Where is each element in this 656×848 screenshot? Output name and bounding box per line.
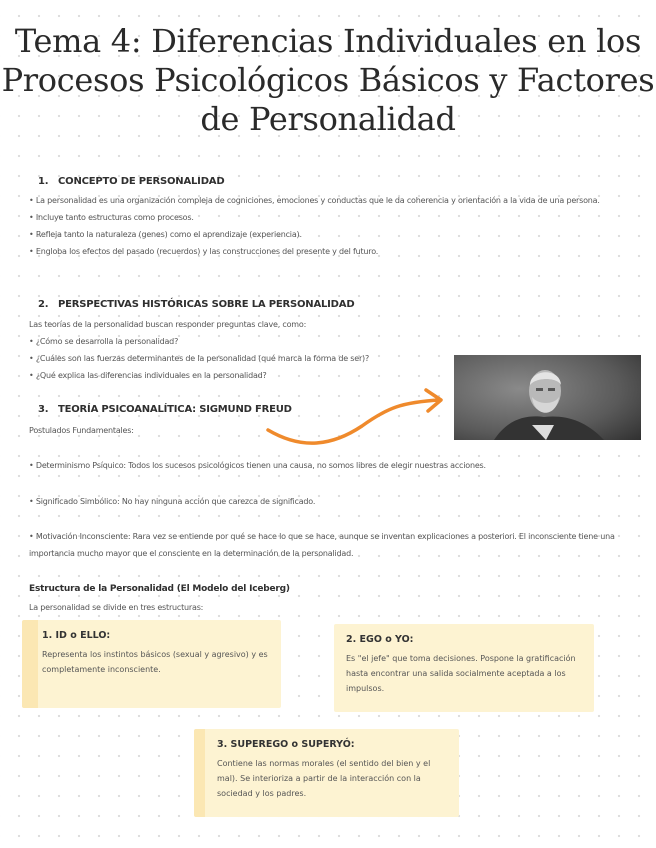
section-2-line: • ¿Cómo se desarrolla la personalidad? — [29, 337, 179, 346]
id-card — [22, 620, 281, 708]
id-card-body: Representa los instintos básicos (sexual y agresivo) y es completamente inconsciente. — [42, 650, 268, 674]
section-1-line: • La personalidad es una organización compleja de cogniciones, emociones y conductas que le da coherencia y orientación a la vida de una persona. — [29, 196, 600, 205]
section-1-line: • Refleja tanto la naturaleza (genes) como el aprendizaje (experiencia). — [29, 230, 302, 239]
superego-card — [194, 729, 459, 817]
section-3-title: TEORÍA PSICOANALÍTICA: SIGMUND FREUD — [58, 404, 292, 415]
ego-card-title: 2. EGO o YO: — [346, 634, 414, 645]
determinismo-bullet: • Determinismo Psíquico: Todos los sucesos psicológicos tienen una causa, no somos libres de elegir nuestras acciones. — [29, 461, 486, 470]
section-1-title: CONCEPTO DE PERSONALIDAD — [58, 176, 225, 187]
section-1-body — [29, 192, 619, 260]
section-1-line: • Incluye tanto estructuras como procesos. — [29, 213, 194, 222]
ego-card — [334, 624, 594, 712]
section-2-number: 2. — [38, 299, 49, 310]
structure-subtitle: La personalidad se divide en tres estructuras: — [29, 603, 204, 612]
section-1-line: • Engloba los efectos del pasado (recuerdos) y las construcciones del presente y del futuro. — [29, 247, 379, 256]
curved-arrow-icon — [262, 380, 452, 450]
section-2-line: • ¿Cuáles son las fuerzas determinantes de la personalidad (qué marca la forma de ser)? — [29, 354, 370, 363]
structure-heading: Estructura de la Personalidad (El Modelo del Iceberg) — [29, 584, 290, 594]
postulados-label: Postulados Fundamentales: — [29, 426, 134, 435]
significado-bullet: • Significado Simbólico: No hay ninguna acción que carezca de significado. — [29, 497, 316, 506]
section-2-title: PERSPECTIVAS HISTÓRICAS SOBRE LA PERSONALIDAD — [58, 299, 355, 310]
section-1-heading — [38, 176, 224, 187]
section-3-number: 3. — [38, 404, 49, 415]
section-3-heading — [38, 404, 292, 415]
section-2-body — [29, 316, 429, 384]
motivacion-bullet: • Motivación Inconsciente: Rara vez se entiende por qué se hace lo que se hace, aunque se inventan explicaciones a posteriori. El inconsciente tiene una importancia mucho mayor que el consciente en la determinación de la personalidad. — [29, 532, 615, 558]
section-1-number: 1. — [38, 176, 49, 187]
section-2-line: Las teorías de la personalidad buscan responder preguntas clave, como: — [29, 320, 307, 329]
superego-card-body: Contiene las normas morales (el sentido del bien y el mal). Se interioriza a partir de la interacción con la sociedad y los padres. — [217, 759, 431, 798]
id-card-title: 1. ID o ELLO: — [42, 630, 111, 641]
ego-card-body: Es "el jefe" que toma decisiones. Pospone la gratificación hasta encontrar una salida socialmente aceptada a los impulsos. — [346, 654, 576, 693]
portrait-photo — [454, 355, 641, 440]
section-2-heading — [38, 299, 354, 310]
page-title: Tema 4: Diferencias Individuales en los Procesos Psicológicos Básicos y Factores de Personalidad — [1, 22, 655, 138]
superego-card-title: 3. SUPEREGO o SUPERYÓ: — [217, 739, 355, 750]
section-2-line: • ¿Qué explica las diferencias individuales en la personalidad? — [29, 371, 267, 380]
